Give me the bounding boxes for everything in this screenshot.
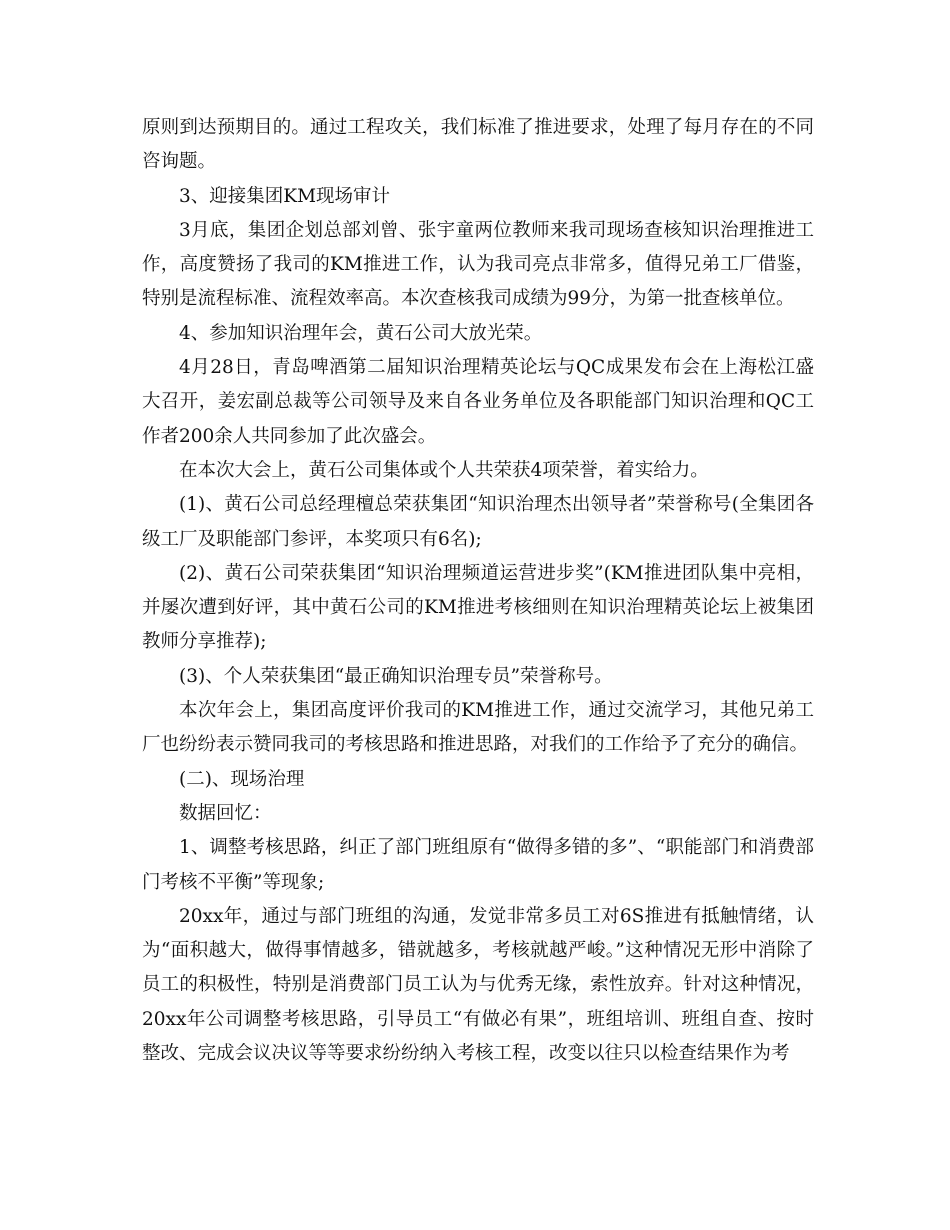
heading-annual-meeting: 4、参加知识治理年会，黄石公司大放光荣。 bbox=[179, 322, 543, 344]
paragraph-goal-summary: 原则到达预期目的。通过工程攻关，我们标准了推进要求，处理了每月存在的不同咨询题。 bbox=[142, 117, 814, 173]
paragraph-evaluation: 本次年会上，集团高度评价我司的KM推进工作，通过交流学习，其他兄弟工厂也纷纷表示赞同我司的考核思路和推进思路，对我们的工作给予了充分的确信。 bbox=[142, 700, 814, 756]
paragraph-annual-meeting: 4月28日，青岛啤酒第二届知识治理精英论坛与QC成果发布会在上海松江盛大召开，姜宏副总裁等公司领导及来自各业务单位及各职能部门知识治理和QC工作者200余人共同参加了此次盛会。 bbox=[142, 357, 814, 447]
label-data-review: 数据回忆： bbox=[179, 802, 272, 824]
list-item-assessment-adjustment: 1、调整考核思路，纠正了部门班组原有“做得多错的多”、“职能部门和消费部门考核不平衡”等现象; bbox=[142, 837, 814, 893]
list-item-honor-3: (3)、个人荣获集团“最正确知识治理专员”荣誉称号。 bbox=[179, 665, 613, 687]
heading-site-management: (二)、现场治理 bbox=[179, 768, 305, 790]
paragraph-km-audit: 3月底，集团企划总部刘曾、张宇童两位教师来我司现场查核知识治理推进工作，高度赞扬了我司的KM推进工作，认为我司亮点非常多，值得兄弟工厂借鉴，特别是流程标准、流程效率高。本次查核我司成绩为99分，为第一批查核单位。 bbox=[142, 219, 814, 310]
paragraph-honors-summary: 在本次大会上，黄石公司集体或个人共荣获4项荣誉，着实给力。 bbox=[179, 459, 709, 481]
list-item-honor-1: (1)、黄石公司总经理檀总荣获集团“知识治理杰出领导者”荣誉称号(全集团各级工厂及职能部门参评，本奖项只有6名); bbox=[142, 494, 814, 550]
document-body bbox=[142, 111, 814, 1071]
list-item-honor-2: (2)、黄石公司荣获集团“知识治理频道运营进步奖”(KM推进团队集中亮相，并屡次遭到好评，其中黄石公司的KM推进考核细则在知识治理精英论坛上被集团教师分享推荐); bbox=[142, 562, 814, 653]
paragraph-assessment-details: 20xx年，通过与部门班组的沟通，发觉非常多员工对6S推进有抵触情绪，认为“面积越大，做得事情越多，错就越多，考核就越严峻。”这种情况无形中消除了员工的积极性，特别是消费部门员工认为与优秀无缘，索性放弃。针对这种情况，20xx年公司调整考核思路，引导员工“有做必有果”，班组培训、班组自查、按时整改、完成会议决议等等要求纷纷纳入考核工程，改变以往只以检查结果作为考 bbox=[142, 905, 814, 1065]
heading-km-audit: 3、迎接集团KM现场审计 bbox=[179, 185, 391, 207]
